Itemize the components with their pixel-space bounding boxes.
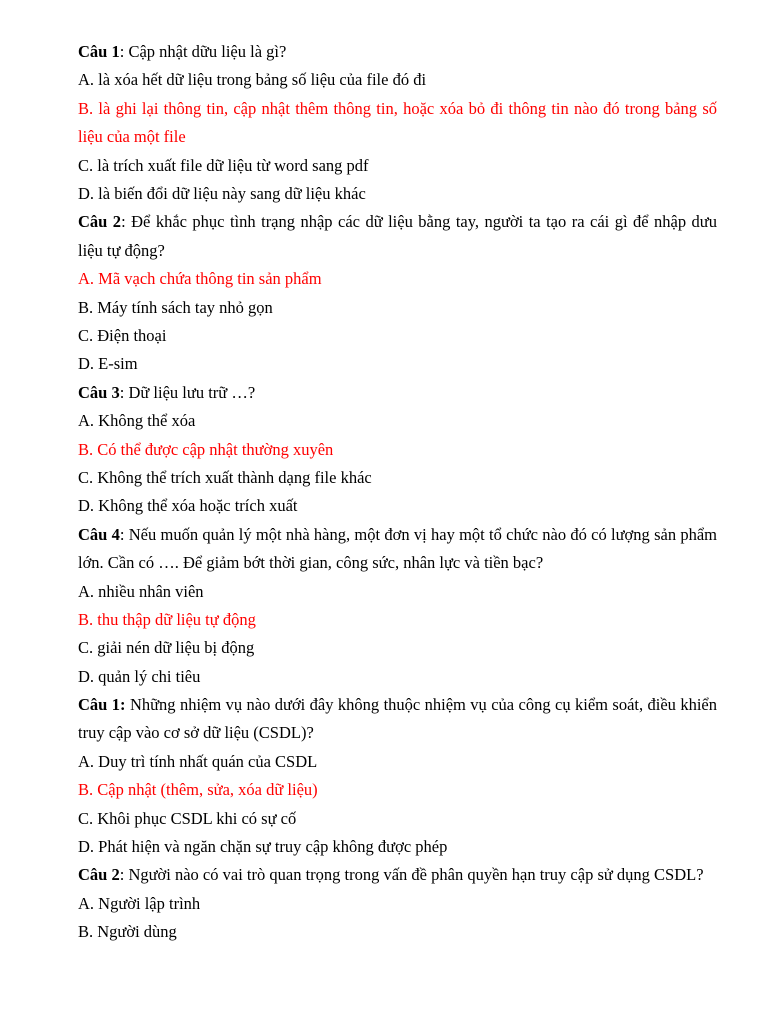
document-page (78, 38, 717, 947)
question-6 (78, 861, 717, 946)
question-separator: : (119, 42, 129, 61)
question-text: Cập nhật dữu liệu là gì? (128, 42, 287, 61)
question-stem (78, 861, 717, 889)
question-text: Để khắc phục tình trạng nhập các dữ liệu bằng tay, người ta tạo ra cái gì để nhập dưu liệu tự động? (78, 212, 718, 260)
option-c: C. Không thể trích xuất thành dạng file khác (78, 467, 372, 487)
option-a: A. là xóa hết dữ liệu trong bảng số liệu của file đó đi (78, 70, 427, 90)
option-d: D. là biến đổi dữ liệu này sang dữ liệu khác (78, 183, 366, 203)
question-5 (78, 691, 717, 861)
option-d: D. quản lý chi tiêu (78, 666, 201, 686)
question-label: Câu 1 (78, 42, 120, 61)
question-stem (78, 208, 717, 265)
option-b-correct: B. thu thập dữ liệu tự động (78, 609, 256, 629)
question-stem (78, 691, 717, 748)
question-text: Nếu muốn quản lý một nhà hàng, một đơn vị hay một tổ chức nào đó có lượng sản phẩm lớn. Cần có …. Để giảm bớt thời gian, công sức, nhân lực và tiền bạc? (78, 524, 718, 573)
question-stem (78, 379, 717, 407)
option-d: D. Không thể xóa hoặc trích xuất (78, 496, 298, 516)
option-b: B. Máy tính sách tay nhỏ gọn (78, 297, 273, 317)
question-label: Câu 1: (78, 695, 126, 715)
question-text: Những nhiệm vụ nào dưới đây không thuộc nhiệm vụ của công cụ kiểm soát, điều khiển truy cập vào cơ sở dữ liệu (CSDL)? (78, 695, 718, 743)
option-c: C. giải nén dữ liệu bị động (78, 638, 255, 658)
option-c: C. là trích xuất file dữ liệu từ word sang pdf (78, 155, 369, 175)
question-label: Câu 4 (78, 524, 120, 544)
option-a: A. Không thể xóa (78, 411, 196, 431)
option-a-correct: A. Mã vạch chứa thông tin sản phẩm (78, 269, 322, 289)
question-stem (78, 521, 717, 578)
option-a: A. Người lập trình (78, 893, 201, 913)
option-a: A. nhiều nhân viên (78, 581, 204, 601)
question-text: Người nào có vai trò quan trọng trong vấn đề phân quyền hạn truy cập sử dụng CSDL? (128, 865, 704, 885)
question-separator: : (121, 212, 132, 232)
question-4 (78, 521, 717, 691)
option-d: D. Phát hiện và ngăn chặn sự truy cập không được phép (78, 837, 448, 857)
option-c: C. Khôi phục CSDL khi có sự cố (78, 808, 297, 828)
question-3 (78, 379, 717, 521)
question-1 (78, 38, 717, 208)
question-label: Câu 3 (78, 382, 120, 402)
option-a: A. Duy trì tính nhất quán của CSDL (78, 751, 318, 771)
question-text: Dữ liệu lưu trữ …? (128, 382, 256, 402)
question-label: Câu 2 (78, 212, 122, 232)
question-stem (78, 38, 717, 66)
question-separator: : (119, 524, 129, 544)
option-b-correct: B. là ghi lại thông tin, cập nhật thêm thông tin, hoặc xóa bỏ đi thông tin nào đó trong bảng số liệu của một file (78, 98, 717, 147)
option-d: D. E-sim (78, 354, 138, 374)
option-b-correct: B. Có thể được cập nhật thường xuyên (78, 439, 334, 459)
question-separator: : (119, 382, 129, 402)
question-2 (78, 208, 717, 378)
question-label: Câu 2 (78, 865, 120, 885)
option-b: B. Người dùng (78, 922, 177, 942)
question-separator: : (119, 865, 129, 885)
option-c: C. Điện thoại (78, 325, 167, 345)
option-b-correct: B. Cập nhật (thêm, sửa, xóa dữ liệu) (78, 780, 318, 800)
